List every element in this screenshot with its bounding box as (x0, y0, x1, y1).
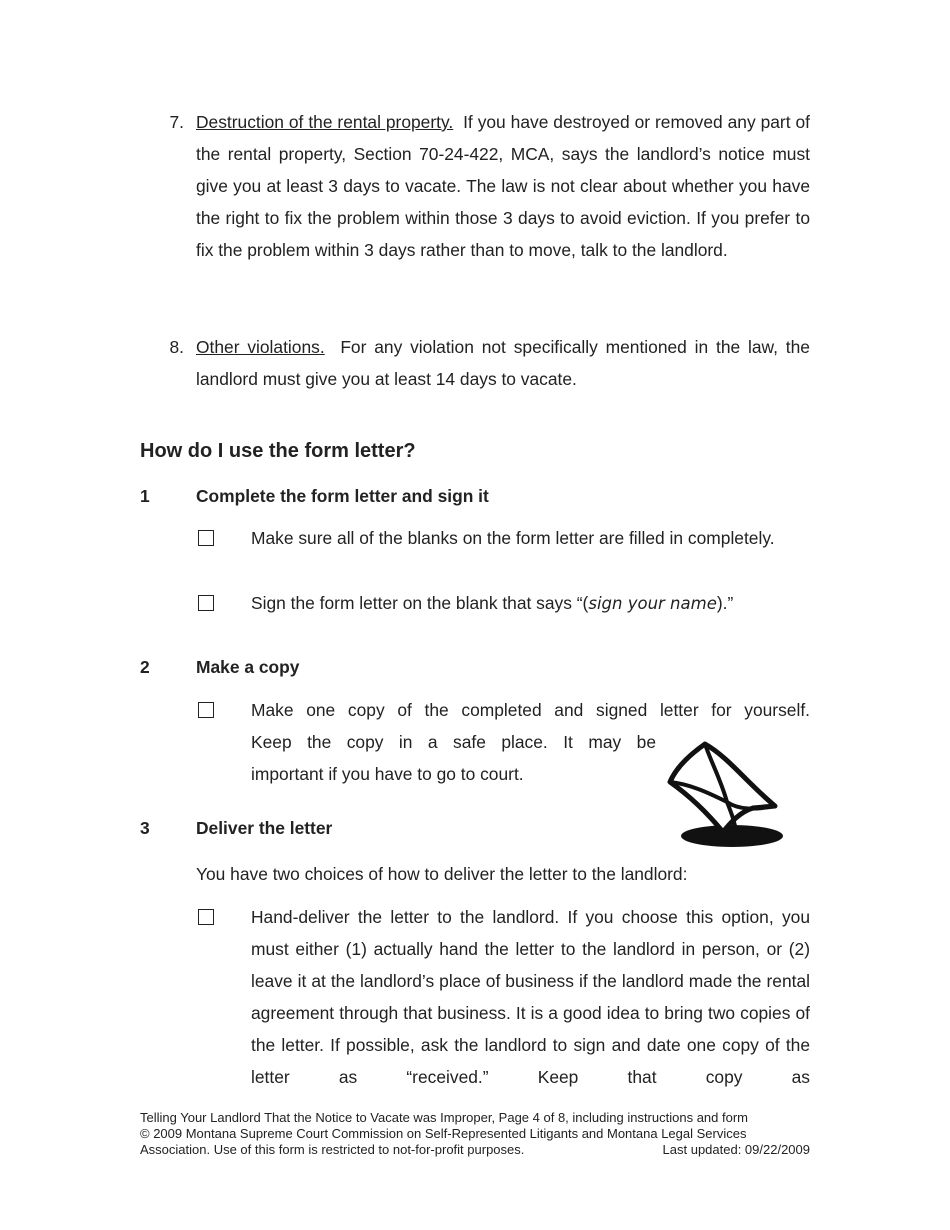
sign-text-after: ).” (716, 593, 734, 613)
footer-line-1: Telling Your Landlord That the Notice to Vacate was Improper, Page 4 of 8, including instructions and form (140, 1110, 748, 1125)
item-7-paragraph (196, 106, 810, 266)
step-2-title: Make a copy (196, 657, 300, 677)
footer-line-2: © 2009 Montana Supreme Court Commission on Self-Represented Litigants and Montana Legal Services (140, 1126, 747, 1141)
section-heading: How do I use the form letter? (140, 440, 416, 462)
item-8-text: For any violation not specifically mentioned in the law, the landlord must give you at least 14 days to vacate. (196, 337, 810, 389)
item-7-number: 7. (169, 112, 184, 132)
step-1-check-1-text: Make sure all of the blanks on the form letter are filled in completely. (251, 528, 775, 548)
item-7-text: If you have destroyed or removed any part of the rental property, Section 70-24-422, MCA, says the landlord’s notice must give you at least 3 days to vacate. The law is not clear about whether you have the right to fix the problem within those 3 days to avoid eviction. If you prefer to fix the problem within 3 days rather than to move, talk to the landlord. (196, 112, 810, 260)
sign-text-before: Sign the form letter on the blank that says “( (251, 593, 589, 613)
step-2-check-1-line-3: important if you have to go to court. (251, 764, 524, 784)
step-1-check-2-text (251, 587, 810, 620)
step-3-check-1-checkbox[interactable] (198, 909, 214, 925)
step-2-check-1-checkbox[interactable] (198, 702, 214, 718)
item-8-number: 8. (169, 337, 184, 357)
footer-last-updated: Last updated: 09/22/2009 (662, 1142, 810, 1157)
clipart-shadow (681, 825, 783, 847)
step-1-check-1-checkbox[interactable] (198, 530, 214, 546)
step-3-title: Deliver the letter (196, 818, 333, 838)
step-3-check-1-text: Hand-deliver the letter to the landlord. If you choose this option, you must either (1) actually hand the letter to the landlord in person, or (2) leave it at the landlord’s place of business if the landlord made the rental agreement through that business. It is a good idea to bring two copies of the letter. If possible, ask the landlord to sign and date one copy of the letter as “received.” Keep that copy as (251, 907, 810, 1087)
step-2-check-1-line-2: Keep the copy in a safe place. It may be (251, 732, 656, 752)
step-1-number: 1 (140, 486, 150, 506)
step-2-check-1-line-1: Make one copy of the completed and signed letter for yourself. (251, 700, 810, 720)
item-8-paragraph (196, 331, 810, 395)
paper-letter-icon (665, 740, 787, 850)
footer-line-3: Association. Use of this form is restricted to not-for-profit purposes. (140, 1142, 525, 1157)
step-1-check-2-checkbox[interactable] (198, 595, 214, 611)
step-3-number: 3 (140, 818, 150, 838)
sign-your-name-text: sign your name (588, 594, 717, 613)
step-1-title: Complete the form letter and sign it (196, 486, 489, 506)
item-7-title: Destruction of the rental property. (196, 112, 454, 132)
item-8-title: Other violations. (196, 337, 325, 357)
step-3-intro: You have two choices of how to deliver the letter to the landlord: (196, 864, 688, 884)
step-2-number: 2 (140, 657, 150, 677)
